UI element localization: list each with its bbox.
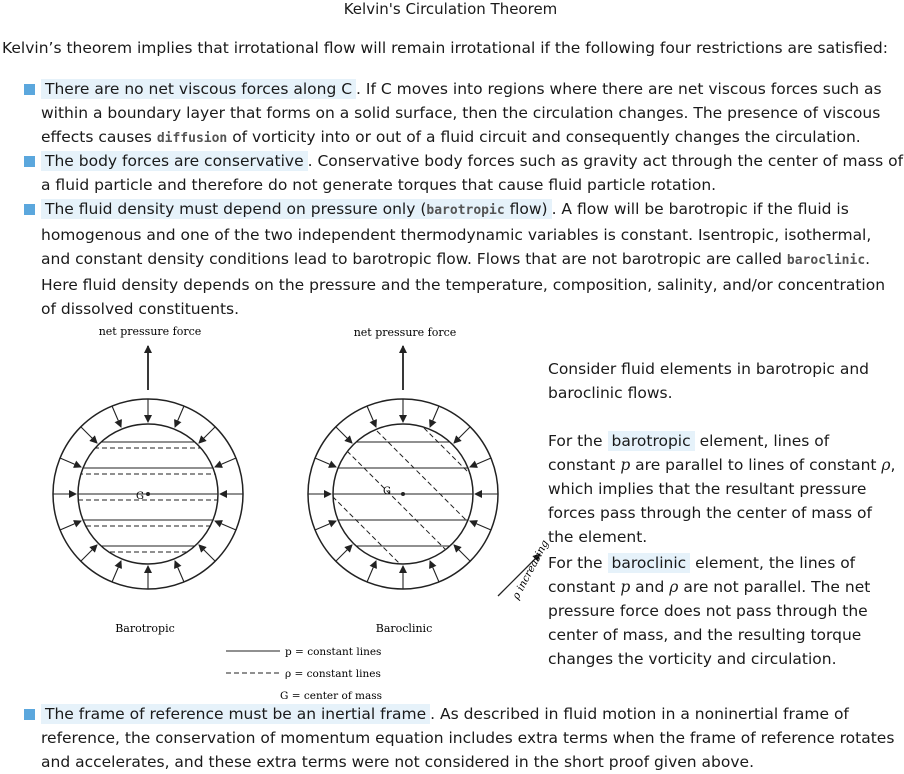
bullet-square-icon <box>24 156 35 167</box>
bullet-square-icon <box>24 709 35 720</box>
right-top-label: net pressure force <box>353 326 457 339</box>
highlight: The frame of reference must be an inertial frame <box>41 704 430 724</box>
bullet-square-icon <box>24 204 35 215</box>
left-caption: Barotropic <box>115 622 175 635</box>
term-link[interactable]: baroclinic <box>786 253 866 268</box>
barotropic-baroclinic-figure <box>0 318 552 703</box>
center-of-mass-label: G <box>383 486 391 497</box>
page-title: Kelvin's Circulation Theorem <box>343 0 558 18</box>
right-caption: Baroclinic <box>375 622 433 635</box>
center-of-mass-label: G <box>136 491 144 502</box>
term-link[interactable]: diffusion <box>156 131 228 146</box>
legend-rho: ρ = constant lines <box>285 668 381 680</box>
side-paragraph-3: For the baroclinic element, the lines of constant p and ρ are not parallel. The net pressure force does not pass through the center of mass, and the resulting torque changes the vorticity and circulation. <box>548 554 871 668</box>
bullet-square-icon <box>24 84 35 95</box>
list-item: The frame of reference must be an inertial frame . As described in fluid motion in a noninertial frame of reference, the conservation of momentum equation includes extra terms when the frame of reference rotates and accelerates, and these extra terms were not considered in the short proof given above. <box>24 702 904 774</box>
legend-p: p = constant lines <box>285 646 382 658</box>
side-paragraph-1: Consider fluid elements in barotropic and baroclinic flows. <box>548 360 870 402</box>
highlight: There are no net viscous forces along C <box>41 79 356 99</box>
term-link[interactable]: barotropic <box>426 203 505 218</box>
list-item: The fluid density must depend on pressure only (barotropic flow) . A flow will be barotropic if the fluid is homogenous and one of the two independent thermodynamic variables is constant. Isentropic, isothermal, and constant density conditions lead to barotropic flow. Flows that are not barotropic are called baroclinic. Here fluid density depends on the pressure and the temperature, composition, salinity, and/or concentration of dissolved constituents. <box>24 197 904 321</box>
intro-text: Kelvin’s theorem implies that irrotational flow will remain irrotational if the following four restrictions are satisfied: <box>2 39 888 57</box>
legend-g: G = center of mass <box>280 690 383 702</box>
side-paragraph-2: For the barotropic element, lines of constant p are parallel to lines of constant ρ, which implies that the resultant pressure forces pass through the center of mass of the element. <box>548 432 896 546</box>
left-top-label: net pressure force <box>98 325 202 338</box>
highlight: The fluid density must depend on pressure only (barotropic flow) <box>41 199 552 219</box>
rho-increasing-label: ρ increasing <box>510 538 552 602</box>
list-item: The body forces are conservative . Conservative body forces such as gravity act through the center of mass of a fluid particle and therefore do not generate torques that cause fluid particle rotation. <box>24 149 904 197</box>
highlight: The body forces are conservative <box>41 151 308 171</box>
list-item: There are no net viscous forces along C . If C moves into regions where there are net viscous forces such as within a boundary layer that forms on a solid surface, then the circulation changes. The presence of viscous effects causes diffusion of vorticity into or out of a fluid circuit and consequently changes the circulation. <box>24 77 904 151</box>
